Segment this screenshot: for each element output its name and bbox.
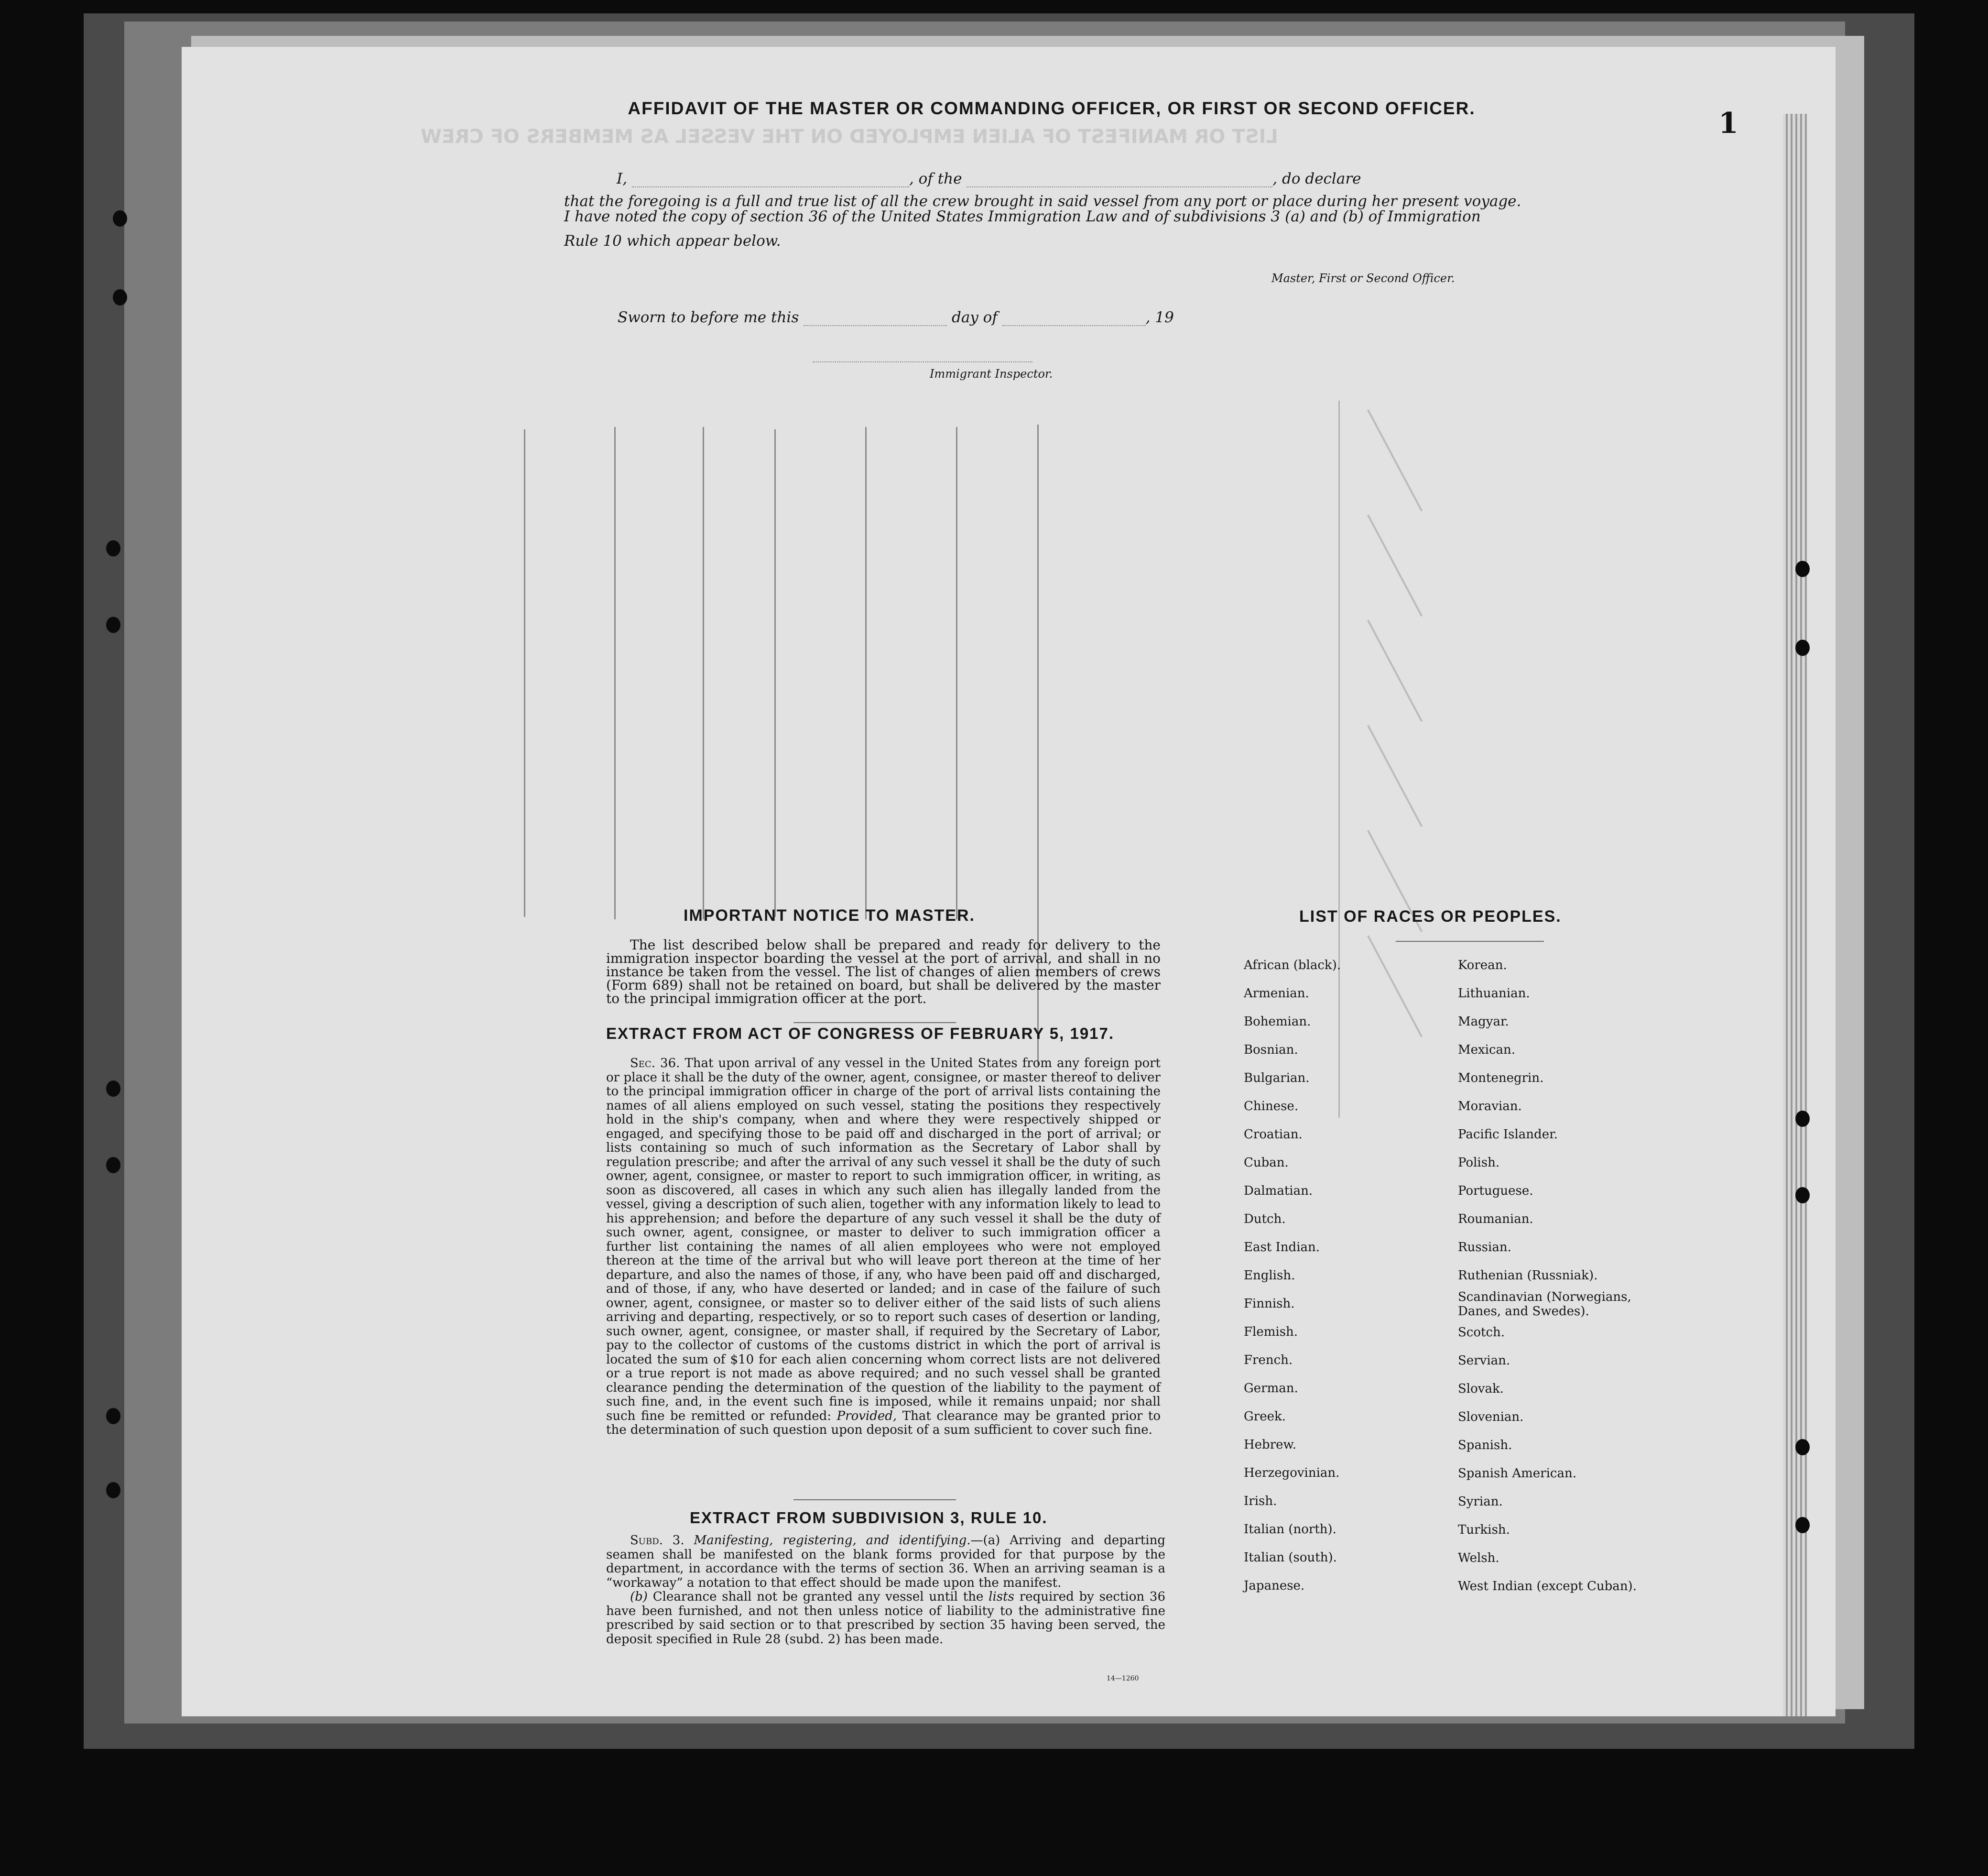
- race-item: Mexican.: [1458, 1043, 1516, 1057]
- subd-b-label: (b): [630, 1590, 648, 1604]
- show-through-stroke: [1367, 620, 1423, 722]
- sworn-day-field[interactable]: [804, 312, 947, 326]
- binder-hole: [106, 1157, 120, 1173]
- notice-text: [606, 938, 1161, 1005]
- page-hole: [1795, 1439, 1810, 1455]
- race-item: Roumanian.: [1458, 1212, 1533, 1226]
- race-item: African (black).: [1244, 958, 1341, 972]
- day-of-label: day of: [951, 309, 998, 326]
- of-the-label: , of the: [909, 170, 962, 187]
- race-item: Slovenian.: [1458, 1410, 1524, 1424]
- race-item: English.: [1244, 1268, 1295, 1283]
- race-item: Welsh.: [1458, 1551, 1499, 1565]
- master-signature-label: Master, First or Second Officer.: [1271, 272, 1455, 285]
- race-item: Dalmatian.: [1244, 1184, 1313, 1198]
- races-left-column: [1244, 951, 1341, 1600]
- sworn-line: [618, 309, 1174, 326]
- race-item: East Indian.: [1244, 1240, 1320, 1254]
- race-item: Hebrew.: [1244, 1438, 1296, 1452]
- affidavit-line-3: I have noted the copy of section 36 of the United States Immigration Law and of subdivisions 3 (a) and (b) of Immigration: [564, 208, 1481, 225]
- page-hole: [1795, 561, 1810, 577]
- race-item: Bulgarian.: [1244, 1071, 1310, 1085]
- do-declare-label: , do declare: [1272, 170, 1361, 187]
- column-rule: [956, 427, 957, 919]
- notice-heading: IMPORTANT NOTICE TO MASTER.: [684, 906, 975, 925]
- races-heading: LIST OF RACES OR PEOPLES.: [1299, 907, 1562, 926]
- race-item: Portuguese.: [1458, 1184, 1533, 1198]
- race-item: French.: [1244, 1353, 1293, 1367]
- race-item: Magyar.: [1458, 1014, 1509, 1029]
- race-item: Turkish.: [1458, 1523, 1510, 1537]
- subdivision-text: [606, 1534, 1165, 1647]
- column-rule: [524, 429, 525, 917]
- subd-label: Subd. 3.: [630, 1533, 684, 1548]
- form-number: 14—1260: [1107, 1675, 1139, 1682]
- race-item: Bosnian.: [1244, 1043, 1298, 1057]
- page-hole: [1795, 1187, 1810, 1203]
- subd-para-b-2: required by section 36 have been furnished, and not then unless notice of liability to the administrative fine prescribed by said section or to that prescribed by section 35 having been served, the deposit specified in Rule 28 (subd. 2) has been made.: [606, 1590, 1166, 1647]
- race-item: Dutch.: [1244, 1212, 1286, 1226]
- column-rule: [774, 429, 776, 917]
- show-through-stroke: [1367, 935, 1423, 1037]
- page-hole: [1795, 640, 1810, 656]
- show-through-stroke: [1367, 725, 1423, 827]
- affidavit-title: AFFIDAVIT OF THE MASTER OR COMMANDING OFFICER, OR FIRST OR SECOND OFFICER.: [628, 98, 1476, 118]
- name-field[interactable]: [632, 173, 909, 187]
- race-item: Bohemian.: [1244, 1014, 1311, 1029]
- race-item: Japanese.: [1244, 1579, 1305, 1593]
- race-item: Syrian.: [1458, 1494, 1503, 1509]
- section-rule: [1396, 941, 1544, 942]
- show-through-text: LIST OR MANIFEST OF ALIEN EMPLOYED ON THE VESSEL AS MEMBERS OF CREW: [421, 126, 1278, 148]
- affidavit-line-2: that the foregoing is a full and true list of all the crew brought in said vessel from any port or place during her present voyage.: [564, 193, 1521, 210]
- race-item: Pacific Islander.: [1458, 1127, 1558, 1142]
- race-item: Ruthenian (Russniak).: [1458, 1268, 1598, 1283]
- race-item: Russian.: [1458, 1240, 1511, 1254]
- subd-para-b-lists: lists: [989, 1590, 1014, 1604]
- race-item: Croatian.: [1244, 1127, 1303, 1142]
- race-item: German.: [1244, 1381, 1298, 1396]
- race-item: Scotch.: [1458, 1325, 1505, 1340]
- race-item: Greek.: [1244, 1409, 1286, 1424]
- subd-para-b-1: Clearance shall not be granted any vessel until the: [652, 1590, 984, 1604]
- i-label: I,: [617, 170, 628, 187]
- act-heading: EXTRACT FROM ACT OF CONGRESS OF FEBRUARY 5, 1917.: [606, 1025, 1115, 1042]
- races-right-column: [1458, 951, 1637, 1601]
- section-rule: [793, 1022, 956, 1023]
- column-rule: [703, 427, 704, 919]
- race-item: Finnish.: [1244, 1297, 1295, 1311]
- show-through-stroke: [1367, 514, 1423, 617]
- race-item: Scandinavian (Norwegians,: [1458, 1290, 1631, 1304]
- race-item: Italian (north).: [1244, 1522, 1336, 1537]
- act-text: [606, 1057, 1161, 1438]
- race-item: Herzegovinian.: [1244, 1466, 1340, 1480]
- page-hole: [1795, 1517, 1810, 1533]
- affidavit-line-1: [617, 170, 1361, 187]
- manifest-page: [182, 47, 1836, 1716]
- race-item: Italian (south).: [1244, 1550, 1337, 1565]
- race-item: Spanish American.: [1458, 1466, 1577, 1481]
- section-label: Sec. 36.: [630, 1056, 680, 1070]
- race-item: Armenian.: [1244, 986, 1309, 1001]
- sworn-month-field[interactable]: [1002, 312, 1146, 326]
- subdivision-heading: EXTRACT FROM SUBDIVISION 3, RULE 10.: [690, 1509, 1048, 1527]
- act-body-1: That upon arrival of any vessel in the United States from any foreign port or place it shall be the duty of the owner, agent, consignee, or master thereof to deliver to the principal immigration officer in charge of the port of arrival lists containing the names of all aliens employed on such vessel, stating the positions they respectively hold in the ship's company, when and where they were respectively shipped or engaged, and specifying those to be paid off and discharged in the port of arrival; or lists containing so much of such information as the Secretary of Labor shall by regulation prescribe; and after the arrival of any such vessel it shall be the duty of such owner, agent, consignee, or master to report to such immigration officer, in writing, as soon as discovered, all cases in which any such alien has illegally landed from the vessel, giving a description of such alien, together with any information likely to lead to his apprehension; and before the departure of any such vessel it shall be the duty of such owner, agent, consignee, or master to deliver to such immigration officer a further list containing the names of all alien employees who were not employed thereon at the time of the arrival but who will leave port thereon at the time of her departure, and also the names of those, if any, who have been paid off and discharged, and of those, if any, who have deserted or landed; and in case of the failure of such owner, agent, consignee, or master so to deliver either of the said lists of such aliens arriving and departing, respectively, or so to report such cases of desertion or landing, such owner, agent, consignee, or master shall, if required by the Secretary of Labor, pay to the collector of customs of the customs district in which the port of arrival is located the sum of $10 for each alien concerning whom correct lists are not delivered or a true report is not made as above required; and no such vessel shall be granted clearance pending the determination of the question of the liability to the payment of such fine, and, in the event such fine is imposed, while it remains unpaid; nor shall such fine be remitted or refunded:: [606, 1056, 1161, 1423]
- binder-hole: [106, 1482, 120, 1498]
- sworn-label: Sworn to before me this: [618, 309, 799, 326]
- race-item: Slovak.: [1458, 1382, 1504, 1396]
- race-item: Lithuanian.: [1458, 986, 1530, 1001]
- inspector-signature-field[interactable]: [813, 348, 1032, 362]
- page-stack-edge: [1783, 114, 1807, 1716]
- vessel-field[interactable]: [967, 173, 1272, 187]
- race-item: Korean.: [1458, 958, 1507, 972]
- race-item: Moravian.: [1458, 1099, 1522, 1113]
- binder-hole: [113, 210, 127, 227]
- binder-hole: [106, 540, 120, 556]
- act-body-2: That clearance may be granted prior to the determination of such question upon deposit of a sum sufficient to cover such fine.: [606, 1408, 1161, 1437]
- subd-title: Manifesting, registering, and identifying.: [694, 1533, 971, 1548]
- race-item: Cuban.: [1244, 1156, 1289, 1170]
- race-item: Montenegrin.: [1458, 1071, 1544, 1085]
- subd-para-a: —(a) Arriving and departing seamen shall be manifested on the blank forms provided for that purpose by the department, in accordance with the terms of section 36. When an arriving seaman is a “workaway” a notation to that effect should be made upon the manifest.: [606, 1533, 1165, 1590]
- page-number-mark: 1: [1718, 107, 1738, 140]
- race-item: Irish.: [1244, 1494, 1277, 1508]
- race-item: Polish.: [1458, 1156, 1500, 1170]
- show-through-stroke: [1367, 409, 1423, 512]
- column-rule: [865, 427, 867, 919]
- race-item: West Indian (except Cuban).: [1458, 1579, 1637, 1593]
- provided-label: Provided,: [836, 1408, 897, 1423]
- race-item: Chinese.: [1244, 1099, 1299, 1113]
- binder-hole: [106, 1080, 120, 1097]
- binder-hole: [106, 1408, 120, 1424]
- binder-hole: [106, 617, 120, 633]
- section-rule: [793, 1499, 956, 1500]
- year-label: , 19: [1145, 309, 1174, 326]
- page-hole: [1795, 1111, 1810, 1127]
- binder-hole: [113, 289, 127, 305]
- race-item: Servian.: [1458, 1353, 1510, 1368]
- race-item: Spanish.: [1458, 1438, 1512, 1452]
- race-item: Flemish.: [1244, 1325, 1298, 1339]
- affidavit-line-4: Rule 10 which appear below.: [564, 232, 781, 250]
- column-rule: [614, 427, 616, 919]
- notice-body: The list described below shall be prepared and ready for delivery to the immigration inspector boarding the vessel at the port of arrival, and shall in no instance be taken from the vessel. The list of changes of alien members of crews (Form 689) shall not be retained on board, but shall be delivered by the master to the principal immigration officer at the port.: [606, 937, 1161, 1006]
- inspector-label: Immigrant Inspector.: [930, 367, 1053, 381]
- race-item: Danes, and Swedes).: [1458, 1304, 1589, 1319]
